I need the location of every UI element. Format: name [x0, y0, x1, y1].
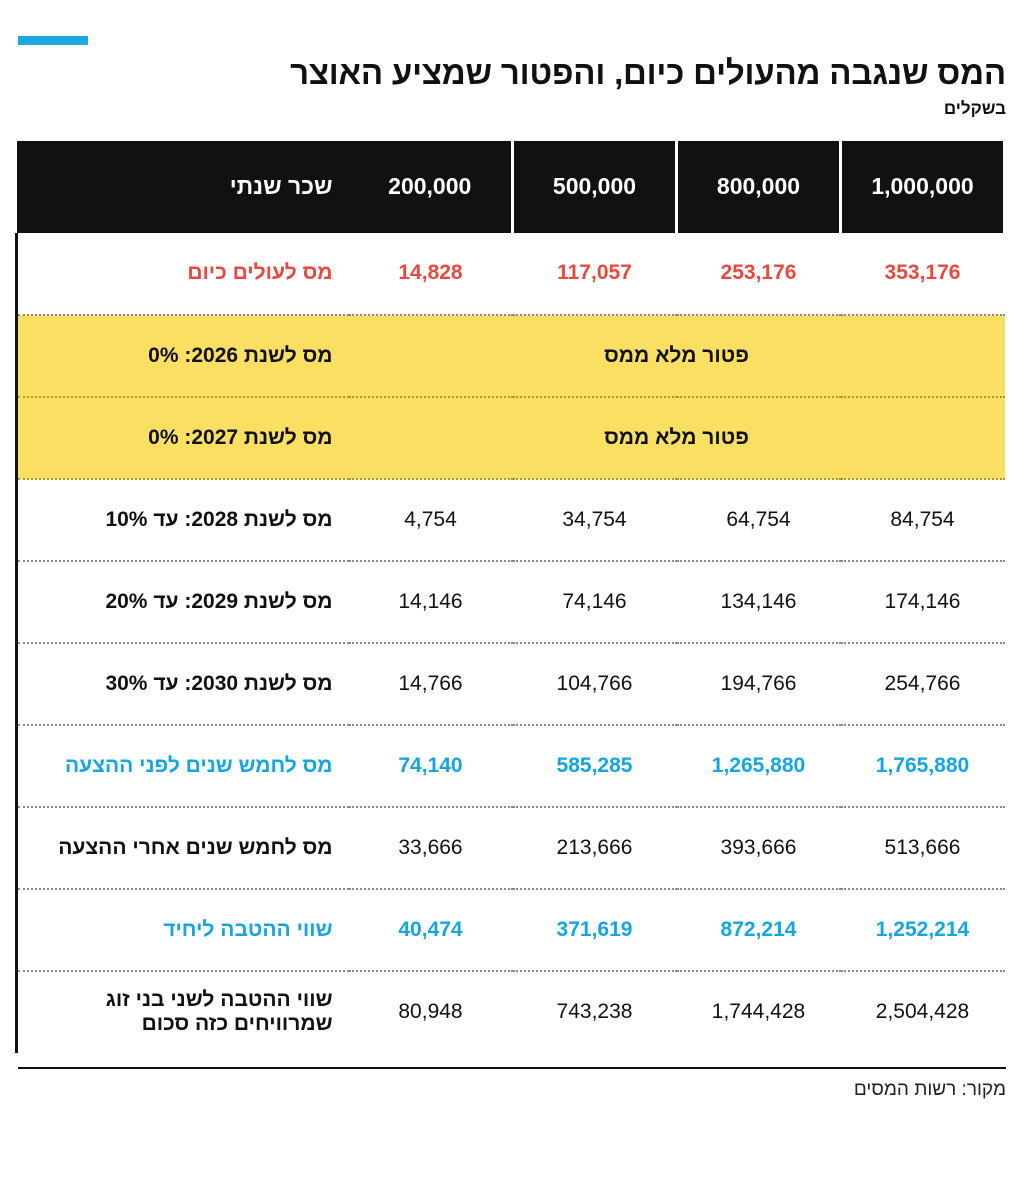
cell-value: 1,765,880 [841, 725, 1005, 807]
table-header [17, 141, 1005, 233]
table-row [17, 479, 1005, 561]
cell-value: 64,754 [677, 479, 841, 561]
cell-value: 393,666 [677, 807, 841, 889]
row-label: מס לשנת 2030: עד 30% [17, 643, 349, 725]
cell-value: 40,474 [349, 889, 513, 971]
cell-value: 2,504,428 [841, 971, 1005, 1053]
column-header-500000: 500,000 [513, 141, 677, 233]
cell-value: 14,828 [349, 233, 513, 315]
cell-value: 194,766 [677, 643, 841, 725]
table-row [17, 889, 1005, 971]
table-row [17, 397, 1005, 479]
column-header-800000: 800,000 [677, 141, 841, 233]
table-row [17, 643, 1005, 725]
row-label: מס לשנת 2027: 0% [17, 397, 349, 479]
row-label: מס לשנת 2026: 0% [17, 315, 349, 397]
row-label: שווי ההטבה לשני בני זוג שמרוויחים כזה סכום [17, 971, 349, 1053]
row-label: מס לשנת 2029: עד 20% [17, 561, 349, 643]
cell-value: 33,666 [349, 807, 513, 889]
row-label: מס לחמש שנים לפני ההצעה [17, 725, 349, 807]
table-row [17, 971, 1005, 1053]
page-title: המס שנגבה מהעולים כיום, והפטור שמציע האוצר [290, 54, 1006, 91]
cell-merged-exempt: פטור מלא ממס [349, 315, 1005, 397]
cell-value: 743,238 [513, 971, 677, 1053]
cell-value: 1,265,880 [677, 725, 841, 807]
row-label: מס לעולים כיום [17, 233, 349, 315]
cell-value: 117,057 [513, 233, 677, 315]
cell-value: 84,754 [841, 479, 1005, 561]
accent-bar [18, 36, 88, 45]
source-note: מקור: רשות המסים [18, 1067, 1006, 1101]
column-header-1000000: 1,000,000 [841, 141, 1005, 233]
title-block [18, 0, 1006, 119]
table-header-row [17, 141, 1005, 233]
cell-value: 513,666 [841, 807, 1005, 889]
table-row [17, 315, 1005, 397]
row-label: שווי ההטבה ליחיד [17, 889, 349, 971]
cell-value: 14,146 [349, 561, 513, 643]
table-row [17, 807, 1005, 889]
row-label: מס לשנת 2028: עד 10% [17, 479, 349, 561]
page-subtitle: בשקלים [943, 98, 1006, 118]
column-header-200000: 200,000 [349, 141, 513, 233]
cell-merged-exempt: פטור מלא ממס [349, 397, 1005, 479]
table-row [17, 233, 1005, 315]
table-body [17, 233, 1005, 1053]
cell-value: 174,146 [841, 561, 1005, 643]
tax-table [15, 141, 1006, 1053]
table-row [17, 561, 1005, 643]
cell-value: 872,214 [677, 889, 841, 971]
row-label: מס לחמש שנים אחרי ההצעה [17, 807, 349, 889]
cell-value: 34,754 [513, 479, 677, 561]
cell-value: 4,754 [349, 479, 513, 561]
cell-value: 353,176 [841, 233, 1005, 315]
cell-value: 254,766 [841, 643, 1005, 725]
cell-value: 74,146 [513, 561, 677, 643]
cell-value: 1,744,428 [677, 971, 841, 1053]
tax-table-wrapper [18, 141, 1006, 1053]
cell-value: 104,766 [513, 643, 677, 725]
cell-value: 213,666 [513, 807, 677, 889]
cell-value: 253,176 [677, 233, 841, 315]
cell-value: 585,285 [513, 725, 677, 807]
cell-value: 1,252,214 [841, 889, 1005, 971]
column-header-label: שכר שנתי [17, 141, 349, 233]
cell-value: 134,146 [677, 561, 841, 643]
cell-value: 80,948 [349, 971, 513, 1053]
cell-value: 14,766 [349, 643, 513, 725]
table-row [17, 725, 1005, 807]
cell-value: 371,619 [513, 889, 677, 971]
cell-value: 74,140 [349, 725, 513, 807]
